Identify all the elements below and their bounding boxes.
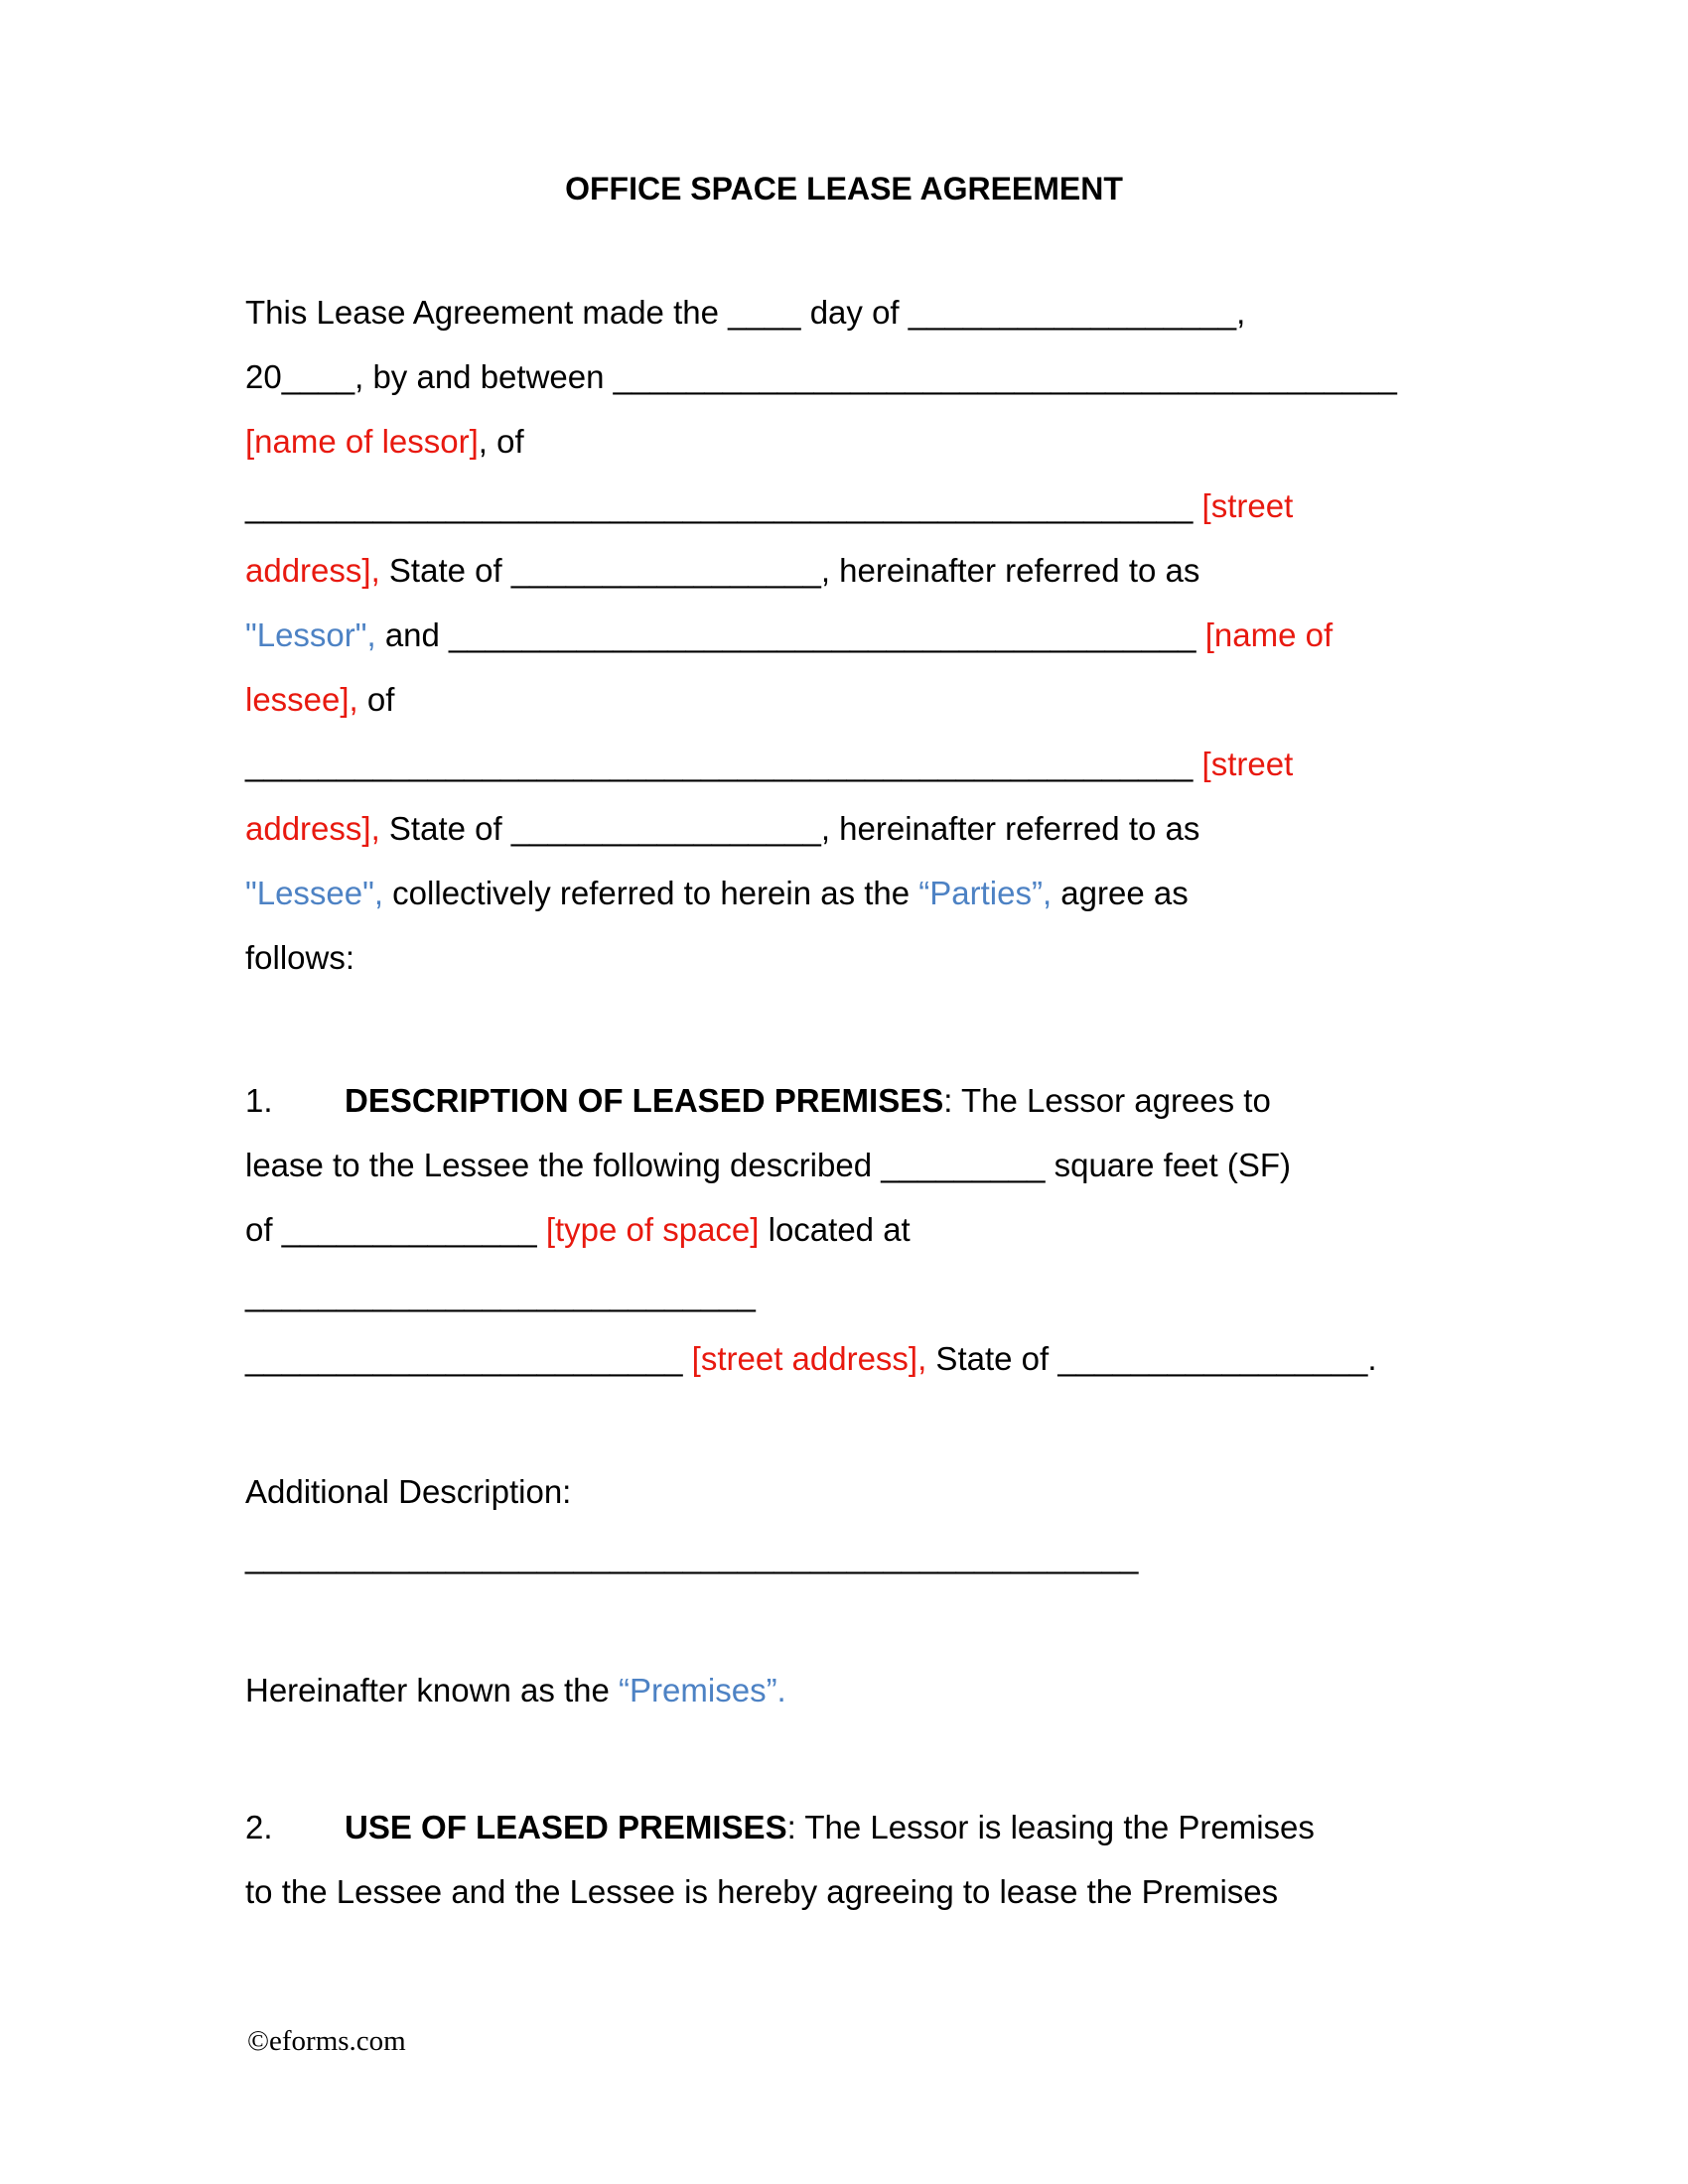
- placeholder-text: lessee],: [245, 681, 358, 718]
- text-line: [245, 1524, 1549, 1588]
- text-line: [245, 861, 1549, 925]
- text-run: ________________________: [245, 1340, 692, 1377]
- intro-paragraph: [245, 280, 1549, 990]
- premises-designation: [245, 1658, 1549, 1722]
- text-line: [245, 1859, 1549, 1924]
- placeholder-text: address],: [245, 552, 380, 589]
- text-line: [245, 1459, 1549, 1524]
- text-run: 20____, by and between ___________________________________________: [245, 358, 1397, 395]
- section-2-use-of-leased-premises: [245, 1795, 1549, 1924]
- additional-description: [245, 1459, 1549, 1588]
- section-heading: USE OF LEASED PREMISES: [345, 1809, 787, 1845]
- defined-term: "Lessee",: [245, 875, 384, 911]
- text-run: ____________________________________________________: [245, 487, 1202, 524]
- text-line: [245, 1197, 1549, 1262]
- text-run: follows:: [245, 939, 355, 976]
- text-run: ____________________________________________________: [245, 746, 1202, 782]
- defined-term: "Lessor",: [245, 616, 376, 653]
- placeholder-text: [type of space]: [545, 1211, 760, 1248]
- text-run: , of: [478, 423, 524, 460]
- placeholder-text: [street: [1201, 746, 1294, 782]
- text-run: _________________________________________________: [245, 1538, 1139, 1574]
- text-run: agree as: [1052, 875, 1189, 911]
- document-title: OFFICE SPACE LEASE AGREEMENT: [565, 171, 1123, 206]
- text-line: [245, 667, 1549, 732]
- placeholder-text: [name of lessor]: [245, 423, 479, 460]
- text-run: to the Lessee and the Lessee is hereby agreeing to lease the Premises: [245, 1873, 1279, 1910]
- text-line: [245, 1795, 1549, 1859]
- text-line: [245, 925, 1549, 990]
- text-run: lease to the Lessee the following described _________ square feet (SF): [245, 1147, 1292, 1183]
- text-run: State of _________________, hereinafter referred to as: [379, 552, 1200, 589]
- text-run: collectively referred to herein as the: [383, 875, 919, 911]
- text-line: [245, 409, 1549, 474]
- placeholder-text: address],: [245, 810, 380, 847]
- text-line: [245, 1262, 1549, 1326]
- text-run: State of _________________.: [926, 1340, 1377, 1377]
- text-line: [245, 280, 1549, 344]
- text-line: [245, 1068, 1549, 1133]
- placeholder-text: [street address],: [691, 1340, 927, 1377]
- section-number: 2.: [245, 1809, 273, 1845]
- placeholder-text: [name of: [1204, 616, 1334, 653]
- defined-term: “Premises”.: [619, 1672, 786, 1708]
- text-run: : The Lessor agrees to: [943, 1082, 1271, 1119]
- text-run: located at: [759, 1211, 911, 1248]
- text-line: [245, 538, 1549, 603]
- text-line: [245, 1326, 1549, 1391]
- text-run: State of _________________, hereinafter referred to as: [379, 810, 1200, 847]
- section-1-description-of-leased-premises: [245, 1068, 1549, 1391]
- section-number: 1.: [245, 1082, 273, 1119]
- text-run: This Lease Agreement made the ____ day of __________________,: [245, 294, 1246, 331]
- text-line: [245, 796, 1549, 861]
- text-line: [245, 1658, 1549, 1722]
- text-line: [245, 1133, 1549, 1197]
- text-run: Additional Description:: [245, 1473, 572, 1510]
- page-footer: ©eforms.com: [247, 2025, 406, 2057]
- text-line: [245, 732, 1549, 796]
- text-run: Hereinafter known as the: [245, 1672, 620, 1708]
- placeholder-text: [street: [1201, 487, 1294, 524]
- text-line: [245, 474, 1549, 538]
- text-run: : The Lessor is leasing the Premises: [786, 1809, 1315, 1845]
- text-run: and _________________________________________: [375, 616, 1205, 653]
- defined-term: “Parties”,: [918, 875, 1053, 911]
- text-run: of ______________: [245, 1211, 546, 1248]
- section-heading: DESCRIPTION OF LEASED PREMISES: [345, 1082, 944, 1119]
- text-run: ____________________________: [245, 1276, 756, 1312]
- text-run: of: [357, 681, 395, 718]
- text-line: [245, 603, 1549, 667]
- text-line: [245, 344, 1549, 409]
